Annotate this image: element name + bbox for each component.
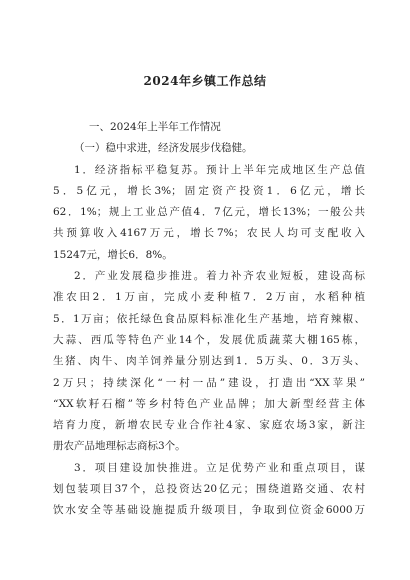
paragraph-line: 5．1万亩；依托绿色食品原料标准化生产基地，培育辣椒、 bbox=[53, 312, 365, 325]
paragraph-line: 5．5亿元，增长3%；固定资产投资1．6亿元，增长 bbox=[53, 184, 365, 197]
paragraph-line: 生猪、肉牛、肉羊饲养量分别达到1．5万头、0．3万头、 bbox=[53, 355, 365, 368]
subsection-heading: （一）稳中求进，经济发展步伐稳健。 bbox=[74, 142, 253, 155]
paragraph-line: 2．产业发展稳步推进。着力补齐农业短板，建设高标 bbox=[74, 270, 365, 283]
paragraph-line: 饮水安全等基础设施提质升级项目，争取到位资金6000万 bbox=[53, 504, 365, 517]
paragraph-line: 2万只；持续深化“一村一品”建设，打造出“XX苹果” bbox=[53, 376, 365, 389]
paragraph-line: 1．经济指标平稳复苏。预计上半年完成地区生产总值 bbox=[74, 163, 365, 176]
paragraph-line: 培育力度，新增农民专业合作社4家、家庭农场3家，新注 bbox=[53, 419, 365, 432]
document-body bbox=[53, 117, 365, 522]
section-heading: 一、2024年上半年工作情况 bbox=[89, 121, 221, 133]
paragraph-line: “XX软籽石榴”等乡村特色产业品牌；加大新型经营主体 bbox=[53, 397, 365, 410]
paragraph-line: 共预算收入4167万元，增长7%；农民人均可支配收入 bbox=[53, 227, 365, 240]
document-title: 2024年乡镇工作总结 bbox=[143, 74, 267, 88]
paragraph-line: 大蒜、西瓜等特色产业14个，发展优质蔬菜大棚165栋， bbox=[53, 333, 365, 346]
paragraph-line: 3．项目建设加快推进。立足优势产业和重点项目，谋 bbox=[74, 461, 365, 474]
paragraph-line: 15247元，增长6．8%。 bbox=[53, 248, 173, 261]
paragraph-line: 准农田2．1万亩，完成小麦种植7．2万亩，水稻种植 bbox=[53, 291, 365, 304]
paragraph-line: 划包装项目37个，总投资达20亿元；围绕道路交通、农村 bbox=[53, 483, 365, 496]
paragraph-line: 62．1%；规上工业总产值4．7亿元，增长13%；一般公共 bbox=[53, 206, 365, 219]
paragraph-line: 册农产品地理标志商标3个。 bbox=[53, 440, 186, 453]
